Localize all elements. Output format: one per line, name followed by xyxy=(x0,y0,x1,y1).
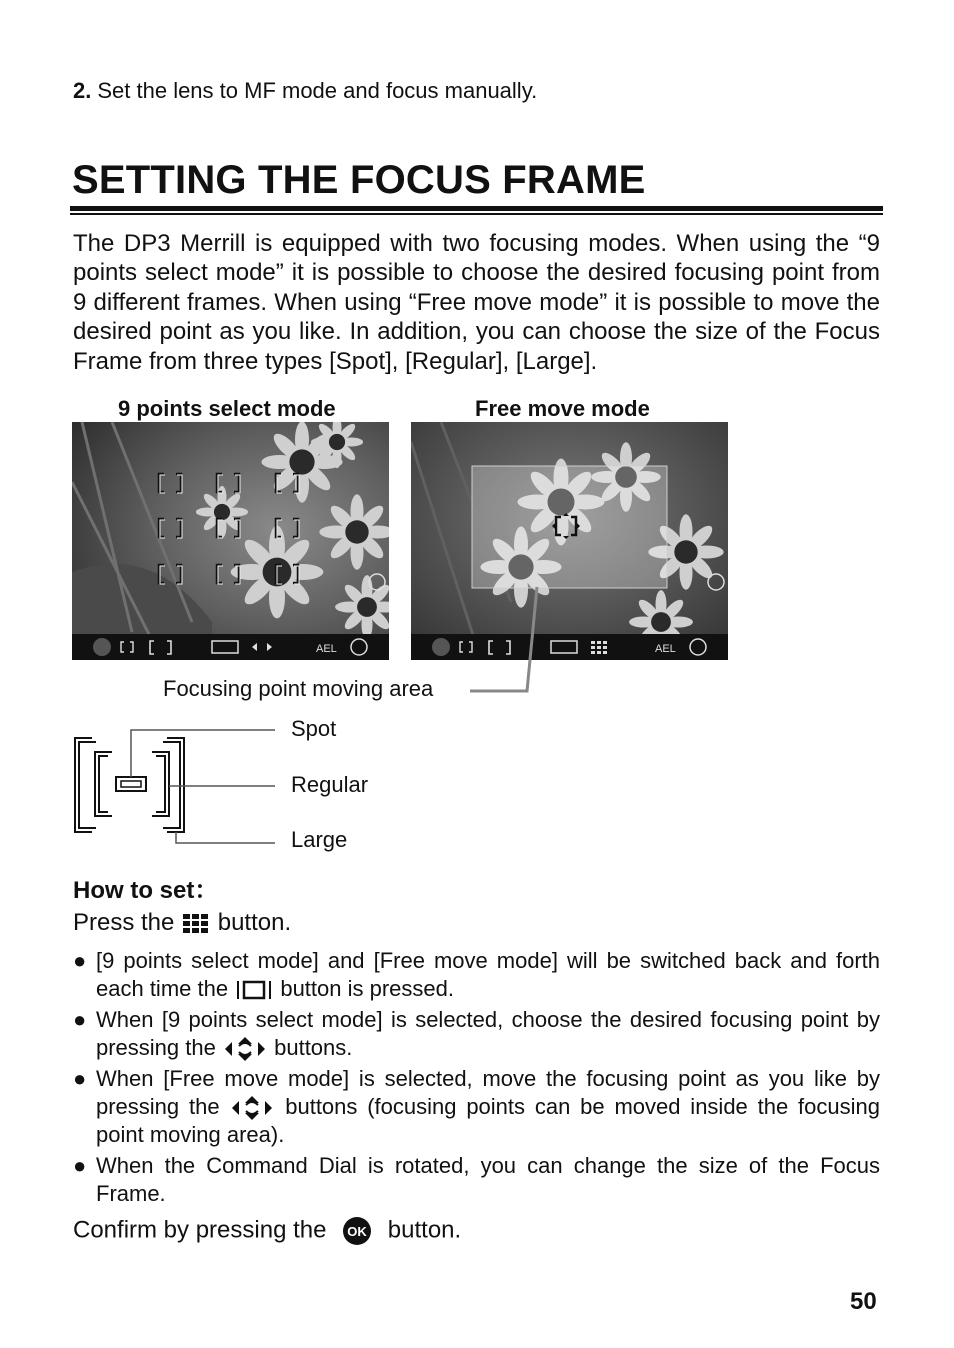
bullet-dot: ● xyxy=(73,1066,87,1092)
regular-label: Regular xyxy=(291,772,369,797)
intro-paragraph: The DP3 Merrill is equipped with two focusing modes. When using the “9 points select mode” it is possible to choose the desired focusing point from 9 different frames. When using “Free move mode” it is possible to move the desired point as you like. In addition, you can choose the size of the Focus Frame from three types [Spot], [Regular], [Large]. xyxy=(73,230,880,375)
howto-colon: ： xyxy=(194,877,219,904)
bullet-text: When [Free move mode] is selected, move the focusing point as you like by pressing the xyxy=(96,1066,880,1120)
list-item xyxy=(73,1006,880,1062)
large-label: Large xyxy=(291,827,348,852)
list-item xyxy=(73,947,880,1003)
press-before: Press the xyxy=(73,909,175,936)
bullet-dot: ● xyxy=(73,1153,87,1179)
frame-button-icon xyxy=(234,979,274,1001)
list-item xyxy=(73,1065,880,1149)
howto-bullets xyxy=(73,947,880,1211)
confirm-instruction xyxy=(73,1216,461,1246)
free-move-screen xyxy=(411,422,728,660)
frame-size-diagram xyxy=(70,725,280,850)
title-rule-thick xyxy=(70,206,883,211)
press-after: button. xyxy=(217,909,292,936)
osd-ael-label: AEL xyxy=(316,643,337,655)
moving-area-leader xyxy=(460,585,540,697)
four-way-arrow-icon xyxy=(229,1095,275,1121)
howto-heading xyxy=(73,870,218,905)
title-rule-thin xyxy=(70,213,883,215)
confirm-before: Confirm by pressing the xyxy=(73,1216,327,1244)
ok-button-icon xyxy=(333,1216,381,1246)
spot-label: Spot xyxy=(291,716,337,741)
bullet-text: [9 points select mode] and [Free move mode] will be switched back and forth each time the xyxy=(96,948,880,1001)
bullet-text: When [9 points select mode] is selected, choose the desired focusing point by pressing the xyxy=(96,1007,880,1060)
bullet-text: When the Command Dial is rotated, you can change the size of the Focus Frame. xyxy=(96,1153,880,1207)
osd-ael-label: AEL xyxy=(655,643,676,655)
bullet-text-after: buttons (focusing points can be moved inside the focusing point moving area). xyxy=(96,1094,880,1148)
press-instruction xyxy=(73,909,291,937)
nine-points-screen xyxy=(72,422,389,660)
bullet-dot: ● xyxy=(73,1007,87,1032)
step-text: Set the lens to MF mode and focus manually. xyxy=(97,78,538,103)
page-number: 50 xyxy=(850,1288,877,1315)
grid-button-icon xyxy=(181,912,211,936)
list-item xyxy=(73,1152,880,1208)
bullet-text-after: button is pressed. xyxy=(280,976,454,1001)
moving-area-label: Focusing point moving area xyxy=(163,676,434,701)
confirm-after: button. xyxy=(387,1216,462,1244)
nine-points-caption: 9 points select mode xyxy=(118,396,336,421)
ok-button-label: OK xyxy=(347,1224,367,1239)
four-way-arrow-icon xyxy=(222,1036,268,1062)
step-line xyxy=(73,78,537,104)
bullet-text-after: buttons. xyxy=(274,1035,353,1060)
howto-heading-text: How to set xyxy=(73,877,195,904)
page-title: SETTING THE FOCUS FRAME xyxy=(72,158,646,202)
bullet-dot: ● xyxy=(73,948,87,973)
step-number: 2. xyxy=(73,78,92,103)
free-move-caption: Free move mode xyxy=(475,396,650,421)
